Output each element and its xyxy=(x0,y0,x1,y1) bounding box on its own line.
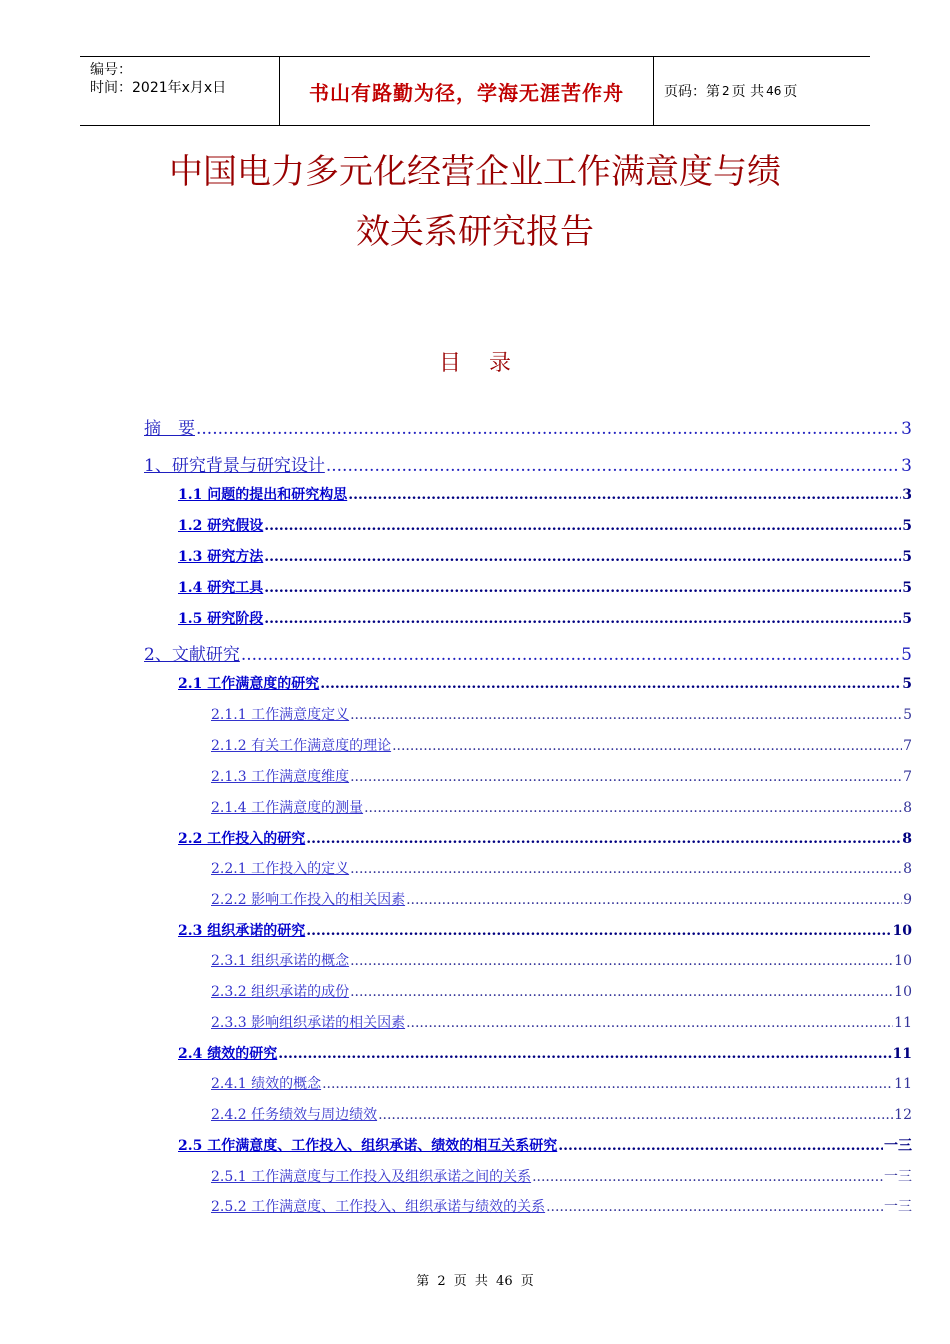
toc-entry-page: 10 xyxy=(894,984,912,1000)
page-total: 46 xyxy=(766,84,782,98)
toc-entry-page: 5 xyxy=(901,645,912,665)
toc-entry-page: 8 xyxy=(902,831,912,847)
toc-entry[interactable] xyxy=(211,858,912,878)
toc-dot-leader xyxy=(264,580,901,596)
toc-entry-label[interactable]: 1.4 研究工具 xyxy=(178,580,264,596)
toc-entry[interactable] xyxy=(211,735,912,755)
toc-entry[interactable] xyxy=(211,1012,912,1032)
toc-entry-label[interactable]: 2.1.3 工作满意度维度 xyxy=(211,769,350,785)
toc-entry[interactable] xyxy=(211,1196,912,1216)
toc-dot-leader xyxy=(364,800,902,816)
page-footer: 第 2 页 共 46 页 xyxy=(416,1274,534,1289)
toc-entry-label[interactable]: 1.1 问题的提出和研究构思 xyxy=(178,487,348,503)
toc-dot-leader xyxy=(350,707,902,723)
toc-entry-label[interactable]: 2.1.2 有关工作满意度的理论 xyxy=(211,738,392,754)
toc-entry-label[interactable]: 2.3.2 组织承诺的成份 xyxy=(211,984,350,1000)
toc-entry[interactable] xyxy=(178,673,912,693)
toc-entry-page: 5 xyxy=(902,518,912,534)
toc-entry-label[interactable]: 2.1 工作满意度的研究 xyxy=(178,676,320,692)
page-suffix: 页 xyxy=(783,84,798,100)
toc-entry-label[interactable]: 1、研究背景与研究设计 xyxy=(144,456,325,476)
toc-entry[interactable] xyxy=(211,797,912,817)
toc-entry[interactable] xyxy=(178,608,912,628)
toc-entry-label[interactable]: 1.5 研究阶段 xyxy=(178,611,264,627)
toc-entry[interactable] xyxy=(211,766,912,786)
toc-entry-label[interactable]: 2.3.1 组织承诺的概念 xyxy=(211,953,350,969)
toc-dot-leader xyxy=(196,419,900,439)
toc-dot-leader xyxy=(378,1107,893,1123)
toc-dot-leader xyxy=(264,518,901,534)
toc-entry[interactable] xyxy=(211,1166,912,1186)
toc-dot-leader xyxy=(348,487,901,503)
toc-entry-label[interactable]: 2.1.1 工作满意度定义 xyxy=(211,707,350,723)
toc-dot-leader xyxy=(350,953,893,969)
toc-dot-leader xyxy=(406,892,902,908)
toc-entry-label[interactable]: 2.2.1 工作投入的定义 xyxy=(211,861,350,877)
toc-dot-leader xyxy=(241,645,900,665)
toc-entry-page: 10 xyxy=(894,953,912,969)
toc-entry-page: 5 xyxy=(902,549,912,565)
toc-entry[interactable] xyxy=(178,828,912,848)
toc-entry-page: 5 xyxy=(902,676,912,692)
toc-entry-label[interactable]: 2.4 绩效的研究 xyxy=(178,1046,278,1062)
toc-entry-label[interactable]: 2.5 工作满意度、工作投入、组织承诺、绩效的相互关系研究 xyxy=(178,1138,558,1154)
toc-entry-page: 11 xyxy=(894,1076,912,1092)
toc-entry-label[interactable]: 2.3.3 影响组织承诺的相关因素 xyxy=(211,1015,406,1031)
header-page-info xyxy=(654,57,870,125)
toc-entry-label[interactable]: 2.3 组织承诺的研究 xyxy=(178,923,306,939)
toc-dot-leader xyxy=(306,831,901,847)
toc-entry-page: 11 xyxy=(894,1015,912,1031)
toc-dot-leader xyxy=(558,1138,883,1154)
toc-entry-label[interactable]: 2.4.1 绩效的概念 xyxy=(211,1076,322,1092)
toc-dot-leader xyxy=(546,1199,883,1215)
document-title-line-2: 效关系研究报告 xyxy=(356,212,594,252)
toc-dot-leader xyxy=(278,1046,891,1062)
toc-entry[interactable] xyxy=(211,981,912,1001)
page-mid: 页 共 xyxy=(731,84,765,100)
toc-entry-label[interactable]: 2.2.2 影响工作投入的相关因素 xyxy=(211,892,406,908)
toc-entry-label[interactable]: 2.2 工作投入的研究 xyxy=(178,831,306,847)
toc-dot-leader xyxy=(392,738,902,754)
toc-entry-page: 11 xyxy=(892,1046,912,1062)
toc-heading: 目录 xyxy=(438,351,539,376)
toc-dot-leader xyxy=(322,1076,893,1092)
toc-entry[interactable] xyxy=(211,950,912,970)
document-number-label: 编号： xyxy=(90,62,132,78)
toc-entry[interactable] xyxy=(178,546,912,566)
toc-dot-leader xyxy=(350,861,902,877)
toc-dot-leader xyxy=(320,676,901,692)
document-header xyxy=(80,56,870,126)
toc-entry[interactable] xyxy=(211,704,912,724)
toc-dot-leader xyxy=(264,611,901,627)
toc-entry-label[interactable]: 2.5.2 工作满意度、工作投入、组织承诺与绩效的关系 xyxy=(211,1199,546,1215)
toc-entry[interactable] xyxy=(211,889,912,909)
toc-entry[interactable] xyxy=(178,1043,912,1063)
toc-entry[interactable] xyxy=(144,414,912,439)
header-motto: 书山有路勤为径，学海无涯苦作舟 xyxy=(280,57,654,125)
toc-entry-page: 5 xyxy=(902,580,912,596)
toc-entry-page: 一三 xyxy=(884,1199,912,1215)
toc-entry-label[interactable]: 2.5.1 工作满意度与工作投入及组织承诺之间的关系 xyxy=(211,1169,532,1185)
toc-entry-page: 3 xyxy=(901,419,912,439)
toc-entry[interactable] xyxy=(178,1135,912,1155)
toc-entry-page: 8 xyxy=(903,800,912,816)
toc-dot-leader xyxy=(350,984,893,1000)
toc-entry-page: 8 xyxy=(903,861,912,877)
toc-entry-page: 10 xyxy=(892,923,912,939)
toc-entry-page: 一三 xyxy=(884,1169,912,1185)
toc-entry-page: 9 xyxy=(903,892,912,908)
toc-entry-label[interactable]: 2.4.2 任务绩效与周边绩效 xyxy=(211,1107,378,1123)
page-prefix: 页码：第 xyxy=(664,84,720,100)
toc-entry[interactable] xyxy=(211,1073,912,1093)
page-current: 2 xyxy=(722,84,730,98)
toc-entry-page: 7 xyxy=(903,769,912,785)
toc-entry[interactable] xyxy=(178,577,912,597)
toc-entry-page: 5 xyxy=(902,611,912,627)
toc-entry[interactable] xyxy=(144,640,912,665)
document-title-line-1: 中国电力多元化经营企业工作满意度与绩 xyxy=(169,152,781,192)
toc-dot-leader xyxy=(406,1015,893,1031)
toc-dot-leader xyxy=(264,549,901,565)
toc-entry-page: 一三 xyxy=(884,1138,912,1154)
toc-dot-leader xyxy=(326,456,900,476)
toc-entry[interactable] xyxy=(178,515,912,535)
toc-entry-label[interactable]: 1.3 研究方法 xyxy=(178,549,264,565)
toc-entry-page: 3 xyxy=(901,456,912,476)
document-title xyxy=(0,142,950,262)
document-time-label: 时间：2021年x月x日 xyxy=(90,80,227,96)
toc-dot-leader xyxy=(350,769,902,785)
toc-dot-leader xyxy=(306,923,891,939)
toc-entry-page: 7 xyxy=(903,738,912,754)
toc-entry[interactable] xyxy=(178,920,912,940)
toc-entry-page: 5 xyxy=(903,707,912,723)
toc-entry-page: 3 xyxy=(902,487,912,503)
toc-entry[interactable] xyxy=(211,1104,912,1124)
toc-entry-label[interactable]: 2、文献研究 xyxy=(144,645,240,665)
toc-entry-label[interactable]: 1.2 研究假设 xyxy=(178,518,264,534)
toc-entry-label[interactable]: 2.1.4 工作满意度的测量 xyxy=(211,800,364,816)
toc-dot-leader xyxy=(532,1169,883,1185)
toc-entry[interactable] xyxy=(178,484,912,504)
header-meta xyxy=(80,57,280,125)
toc-entry-label[interactable]: 摘 要 xyxy=(144,419,195,439)
toc-entry-page: 12 xyxy=(894,1107,912,1123)
toc-entry[interactable] xyxy=(144,451,912,476)
